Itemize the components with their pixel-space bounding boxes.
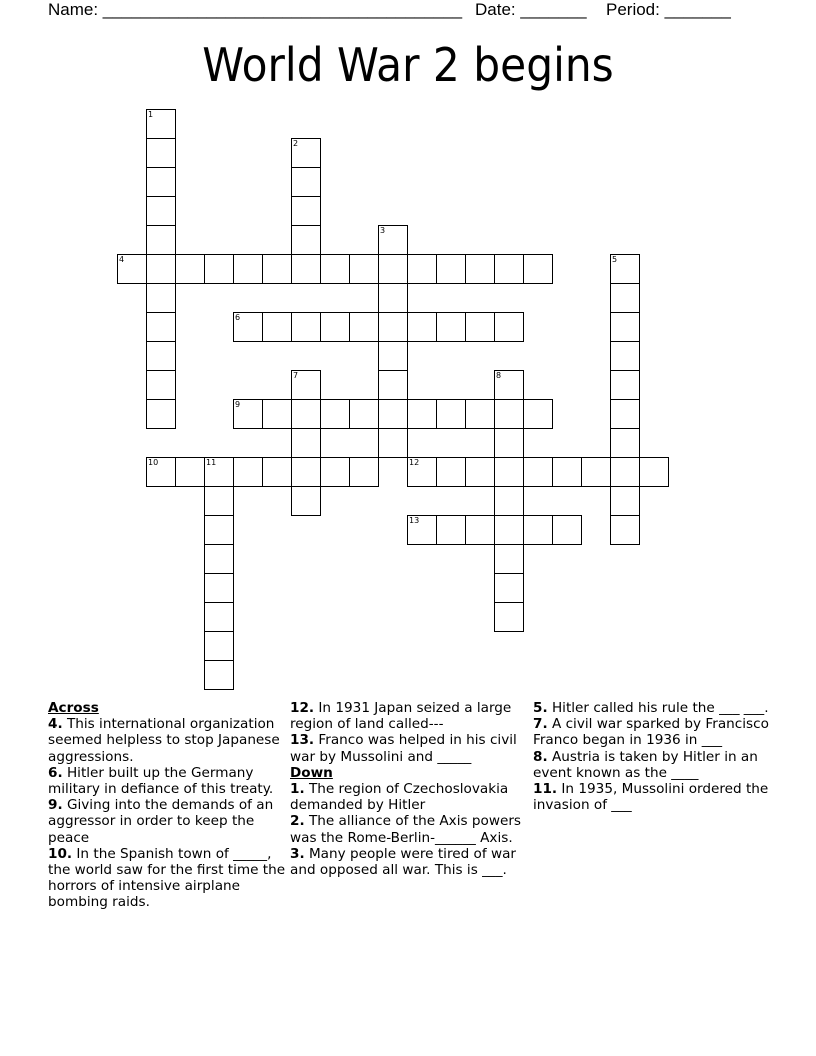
grid-cell[interactable] [349, 399, 379, 429]
grid-cell[interactable] [291, 399, 321, 429]
grid-cell[interactable] [610, 457, 640, 487]
grid-cell[interactable] [291, 225, 321, 255]
grid-cell[interactable] [610, 370, 640, 400]
grid-cell[interactable] [291, 428, 321, 458]
grid-cell[interactable] [291, 312, 321, 342]
grid-cell[interactable] [204, 573, 234, 603]
grid-cell[interactable] [175, 254, 205, 284]
grid-cell[interactable] [146, 312, 176, 342]
clue-across-9: 9. Giving into the demands of an aggressor in order to keep the peace [48, 797, 274, 846]
clue-down-2: 2. The alliance of the Axis powers was the Rome-Berlin-______ Axis. [290, 813, 521, 846]
grid-cell[interactable] [320, 399, 350, 429]
grid-cell[interactable] [436, 515, 466, 545]
name-field: Name: ______________________________________ [48, 0, 463, 19]
grid-cell[interactable] [378, 283, 408, 313]
grid-cell[interactable] [436, 457, 466, 487]
grid-cell[interactable] [204, 660, 234, 690]
grid-cell[interactable] [465, 515, 495, 545]
grid-cell[interactable] [291, 254, 321, 284]
grid-cell[interactable] [552, 515, 582, 545]
grid-cell[interactable] [494, 515, 524, 545]
grid-cell[interactable] [378, 428, 408, 458]
grid-cell[interactable] [146, 138, 176, 168]
page-title: World War 2 begins [202, 38, 614, 92]
grid-cell[interactable] [204, 602, 234, 632]
grid-cell[interactable] [262, 254, 292, 284]
grid-cell[interactable] [291, 370, 321, 400]
period-field: Period: _______ [606, 0, 731, 19]
grid-cell[interactable] [146, 399, 176, 429]
grid-cell[interactable] [494, 602, 524, 632]
grid-cell[interactable] [494, 370, 524, 400]
clue-across-4: 4. This international organization seemed helpless to stop Japanese aggressions. [48, 716, 280, 765]
cell-number: 2 [293, 139, 299, 148]
clue-down-5: 5. Hitler called his rule the ___ ___. [533, 700, 769, 716]
grid-cell[interactable] [407, 399, 437, 429]
grid-cell[interactable] [175, 457, 205, 487]
grid-cell[interactable] [291, 457, 321, 487]
cell-number: 11 [206, 458, 217, 467]
clue-down-7: 7. A civil war sparked by Francisco Franco began in 1936 in ___ [533, 716, 769, 749]
grid-cell[interactable] [378, 370, 408, 400]
grid-cell[interactable] [233, 399, 263, 429]
grid-cell[interactable] [610, 341, 640, 371]
clue-across-13: 13. Franco was helped in his civil war by Mussolini and _____ [290, 732, 517, 765]
grid-cell[interactable] [204, 544, 234, 574]
date-field: Date: _______ [475, 0, 587, 19]
grid-cell[interactable] [494, 573, 524, 603]
grid-cell[interactable] [465, 254, 495, 284]
grid-cell[interactable] [494, 428, 524, 458]
grid-cell[interactable] [436, 254, 466, 284]
grid-cell[interactable] [523, 457, 553, 487]
clue-down-1: 1. The region of Czechoslovakia demanded by Hitler [290, 781, 509, 814]
grid-cell[interactable] [494, 254, 524, 284]
grid-cell[interactable] [378, 399, 408, 429]
grid-cell[interactable] [146, 457, 176, 487]
grid-cell[interactable] [204, 486, 234, 516]
cell-number: 13 [409, 516, 420, 525]
grid-cell[interactable] [291, 167, 321, 197]
grid-cell[interactable] [349, 312, 379, 342]
grid-cell[interactable] [291, 196, 321, 226]
grid-cell[interactable] [146, 283, 176, 313]
grid-cell[interactable] [233, 312, 263, 342]
grid-cell[interactable] [378, 341, 408, 371]
grid-cell[interactable] [146, 341, 176, 371]
grid-cell[interactable] [610, 283, 640, 313]
cell-number: 4 [119, 255, 125, 264]
grid-cell[interactable] [146, 109, 176, 139]
grid-cell[interactable] [204, 631, 234, 661]
grid-cell[interactable] [407, 457, 437, 487]
grid-cell[interactable] [291, 138, 321, 168]
grid-cell[interactable] [320, 312, 350, 342]
grid-cell[interactable] [610, 515, 640, 545]
grid-cell[interactable] [581, 457, 611, 487]
cell-number: 7 [293, 371, 299, 380]
grid-cell[interactable] [349, 254, 379, 284]
clue-across-10: 10. In the Spanish town of _____, the world saw for the first time the horrors of intensive airplane bombing raids. [48, 845, 286, 911]
grid-cell[interactable] [407, 515, 437, 545]
grid-cell[interactable] [407, 312, 437, 342]
cell-number: 5 [612, 255, 618, 264]
grid-cell[interactable] [146, 254, 176, 284]
grid-cell[interactable] [494, 399, 524, 429]
grid-cell[interactable] [291, 486, 321, 516]
grid-cell[interactable] [610, 486, 640, 516]
grid-cell[interactable] [610, 399, 640, 429]
grid-cell[interactable] [436, 399, 466, 429]
grid-cell[interactable] [204, 254, 234, 284]
grid-cell[interactable] [262, 312, 292, 342]
cell-number: 10 [148, 458, 159, 467]
clue-down-8: 8. Austria is taken by Hitler in an event known as the ____ [533, 748, 758, 781]
clue-across-12: 12. In 1931 Japan seized a large region of land called--- [290, 700, 512, 733]
grid-cell[interactable] [233, 457, 263, 487]
cell-number: 1 [148, 110, 154, 119]
grid-cell[interactable] [494, 457, 524, 487]
across-heading: Across [48, 700, 99, 716]
grid-cell[interactable] [262, 457, 292, 487]
grid-cell[interactable] [320, 457, 350, 487]
grid-cell[interactable] [378, 254, 408, 284]
cell-number: 3 [380, 226, 386, 235]
grid-cell[interactable] [146, 225, 176, 255]
grid-cell[interactable] [465, 457, 495, 487]
grid-cell[interactable] [320, 254, 350, 284]
grid-cell[interactable] [233, 254, 263, 284]
cell-number: 8 [496, 371, 502, 380]
cell-number: 12 [409, 458, 420, 467]
grid-cell[interactable] [610, 428, 640, 458]
grid-cell[interactable] [494, 544, 524, 574]
grid-cell[interactable] [204, 515, 234, 545]
grid-cell[interactable] [465, 399, 495, 429]
clue-across-6: 6. Hitler built up the Germany military in defiance of this treaty. [48, 764, 274, 798]
grid-cell[interactable] [146, 370, 176, 400]
clues-column-1 [48, 700, 288, 911]
grid-cell[interactable] [610, 312, 640, 342]
grid-cell[interactable] [494, 312, 524, 342]
grid-cell[interactable] [610, 254, 640, 284]
grid-cell[interactable] [204, 457, 234, 487]
clue-down-11: 11. In 1935, Mussolini ordered the invasion of ___ [533, 781, 769, 814]
grid-cell[interactable] [378, 225, 408, 255]
grid-cell[interactable] [494, 486, 524, 516]
grid-cell[interactable] [146, 167, 176, 197]
clues-column-2 [290, 700, 530, 878]
grid-cell[interactable] [349, 457, 379, 487]
grid-cell[interactable] [262, 399, 292, 429]
cell-number: 6 [235, 313, 241, 322]
clues-column-3 [533, 700, 773, 813]
grid-cell[interactable] [436, 312, 466, 342]
grid-cell[interactable] [523, 515, 553, 545]
grid-cell[interactable] [407, 254, 437, 284]
clue-down-3: 3. Many people were tired of war and opposed all war. This is ___. [290, 845, 517, 879]
grid-cell[interactable] [146, 196, 176, 226]
grid-cell[interactable] [523, 399, 553, 429]
cell-number: 9 [235, 400, 241, 409]
grid-cell[interactable] [117, 254, 147, 284]
down-heading: Down [290, 764, 333, 781]
grid-cell[interactable] [465, 312, 495, 342]
grid-cell[interactable] [378, 312, 408, 342]
grid-cell[interactable] [639, 457, 669, 487]
grid-cell[interactable] [523, 254, 553, 284]
grid-cell[interactable] [552, 457, 582, 487]
